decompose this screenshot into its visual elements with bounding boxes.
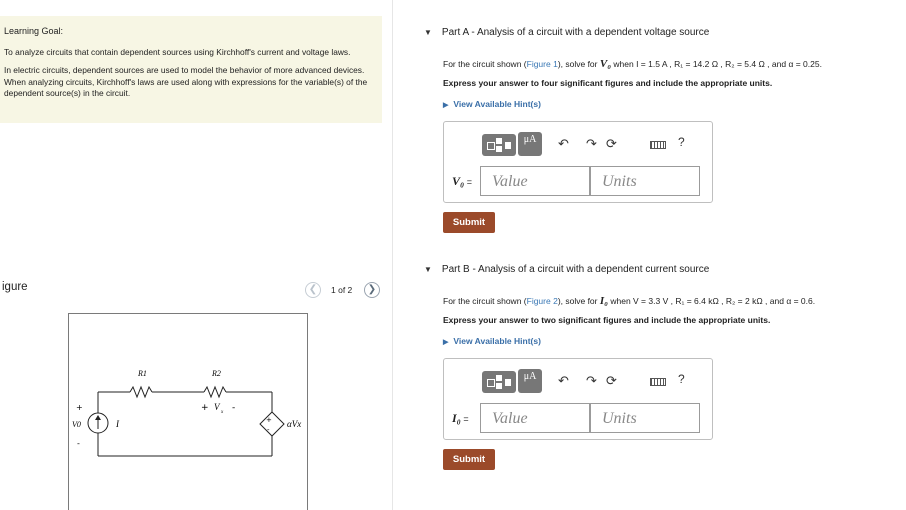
r2-label: R2 xyxy=(212,369,221,378)
part-b-var-label: I₀ = xyxy=(452,411,469,425)
part-a-hint-link[interactable]: ▶ View Available Hint(s) xyxy=(443,99,541,109)
part-a-answer-box xyxy=(443,121,713,203)
part-a-problem: For the circuit shown (Figure 1), solve for V₀ when I = 1.5 A , R₁ = 14.2 Ω , R₂ = 5.4 Ω , and α = 0.25. xyxy=(443,58,822,70)
chevron-right-icon[interactable]: ❯ xyxy=(364,282,380,298)
learning-goal-title: Learning Goal: xyxy=(4,26,64,36)
redo-icon[interactable]: ↷ xyxy=(586,373,597,388)
dep-source-label: αVx xyxy=(287,419,302,429)
part-a-instruction: Express your answer to four significant figures and include the appropriate units. xyxy=(443,78,773,88)
learning-goal-description: In electric circuits, dependent sources are used to model the behavior of more advanced devices. When analyzing circuits, Kirchhoff's laws are used along with expressions for the variable(s) of the dependent source(s) in the circuit. xyxy=(4,65,368,99)
vx-subscript: x xyxy=(221,410,224,415)
figure-2-link[interactable]: Figure 2 xyxy=(526,296,558,306)
part-b-units-input[interactable]: Units xyxy=(590,403,700,433)
resistor-r1 xyxy=(130,387,152,397)
templates-icon[interactable] xyxy=(482,134,516,156)
keyboard-icon[interactable] xyxy=(650,141,666,149)
part-b-title: Part B - Analysis of a circuit with a dependent current source xyxy=(441,264,710,275)
vx-label: V xyxy=(214,402,220,412)
help-button[interactable]: ? xyxy=(678,135,685,149)
vx-minus: - xyxy=(232,403,236,413)
vx-plus: + xyxy=(201,403,209,413)
chevron-left-icon[interactable]: ❮ xyxy=(305,282,321,298)
part-a-submit-button[interactable]: Submit xyxy=(443,212,495,233)
part-a-units-input[interactable]: Units xyxy=(590,166,700,196)
panel-divider xyxy=(392,0,393,510)
part-a-header[interactable] xyxy=(424,27,709,38)
part-b-problem: For the circuit shown (Figure 2), solve for I₀ when V = 3.3 V , R₁ = 6.4 kΩ , R₂ = 2 kΩ , and α = 0.6. xyxy=(443,295,816,307)
figure-counter: 1 of 2 xyxy=(331,285,353,295)
undo-icon[interactable]: ↶ xyxy=(558,136,569,151)
redo-icon[interactable]: ↷ xyxy=(586,136,597,151)
units-button[interactable]: μA xyxy=(518,132,542,156)
v0-plus: + xyxy=(76,403,83,412)
resistor-r2 xyxy=(204,387,226,397)
figure-1-link[interactable]: Figure 1 xyxy=(526,59,558,69)
undo-icon[interactable]: ↶ xyxy=(558,373,569,388)
help-button[interactable]: ? xyxy=(678,372,685,386)
part-b-submit-button[interactable]: Submit xyxy=(443,449,495,470)
part-b-instruction: Express your answer to two significant figures and include the appropriate units. xyxy=(443,315,771,325)
templates-icon[interactable] xyxy=(482,371,516,393)
v0-minus: - xyxy=(77,439,80,448)
part-b-answer-box xyxy=(443,358,713,440)
r1-label: R1 xyxy=(138,369,147,378)
part-b-hint-link[interactable]: ▶ View Available Hint(s) xyxy=(443,336,541,346)
collapse-triangle-icon[interactable]: ▼ xyxy=(424,265,432,274)
dep-source-minus: - xyxy=(267,426,270,434)
hint-triangle-icon: ▶ xyxy=(443,102,449,109)
reset-icon[interactable]: ⟳ xyxy=(606,373,617,388)
current-label: I xyxy=(116,419,119,429)
v0-label: V0 xyxy=(72,420,81,429)
learning-goal-panel xyxy=(0,16,382,123)
figure-label: igure xyxy=(2,281,28,293)
collapse-triangle-icon[interactable]: ▼ xyxy=(424,28,432,37)
part-b-value-input[interactable]: Value xyxy=(480,403,590,433)
part-b-header[interactable] xyxy=(424,264,709,275)
part-a-title: Part A - Analysis of a circuit with a dependent voltage source xyxy=(441,27,710,38)
dep-source-plus: + xyxy=(266,416,272,424)
part-a-value-input[interactable]: Value xyxy=(480,166,590,196)
part-a-var-label: V₀ = xyxy=(452,174,472,188)
dependent-source xyxy=(260,412,284,436)
hint-triangle-icon: ▶ xyxy=(443,339,449,346)
keyboard-icon[interactable] xyxy=(650,378,666,386)
circuit-diagram xyxy=(60,360,330,460)
units-button[interactable]: μA xyxy=(518,369,542,393)
reset-icon[interactable]: ⟳ xyxy=(606,136,617,151)
learning-goal-text: To analyze circuits that contain dependent sources using Kirchhoff's current and voltage laws. xyxy=(4,46,351,57)
